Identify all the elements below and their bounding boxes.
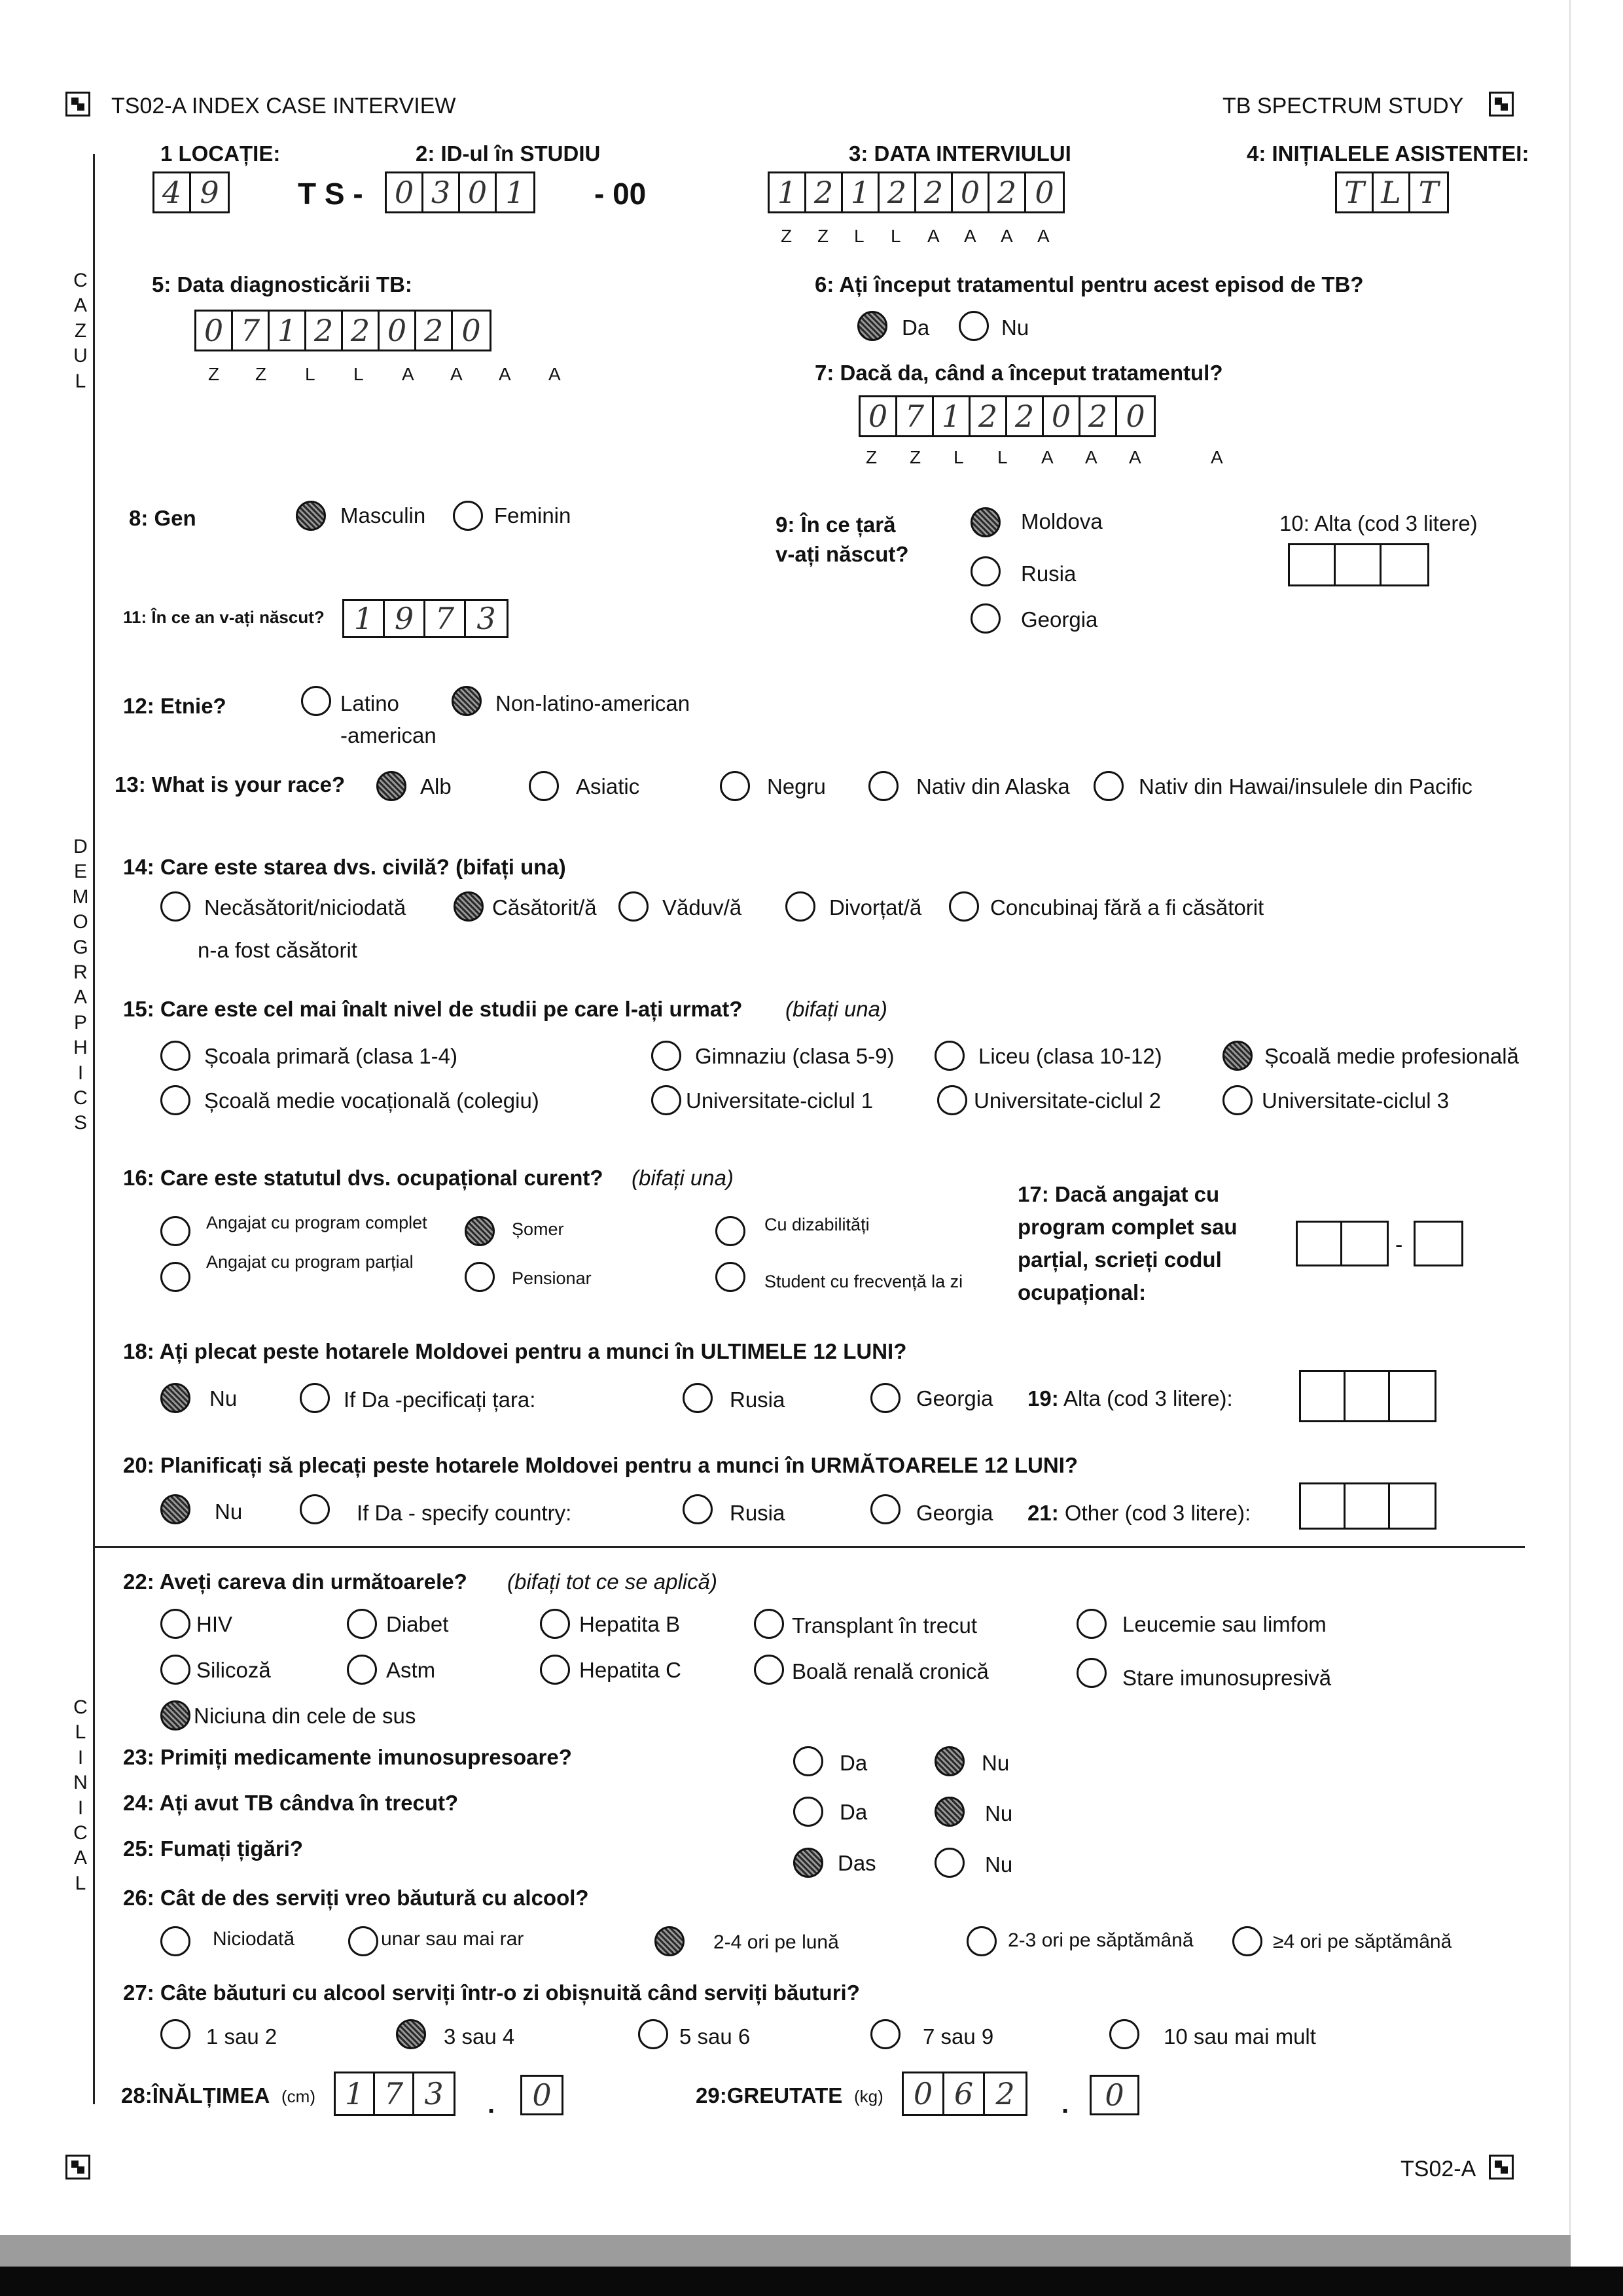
q22-option-leucemie: Leucemie sau limfom [1122, 1612, 1327, 1636]
q4-initials-boxes[interactable]: T L T [1335, 171, 1449, 213]
q10-code-boxes[interactable] [1288, 543, 1429, 586]
q15-radio-primara[interactable] [160, 1041, 190, 1071]
q14-option-concubinaj: Concubinaj fără a fi căsătorit [990, 895, 1264, 920]
q22-option-imunosupresiva: Stare imunosupresivă [1122, 1666, 1332, 1690]
q27-radio-3-4[interactable] [396, 2019, 426, 2049]
q9-radio-moldova[interactable] [971, 507, 1001, 537]
q7-label: 7: Dacă da, când a început tratamentul? [815, 361, 1223, 385]
q27-radio-10-plus[interactable] [1109, 2019, 1139, 2049]
q26-option-4-saptamana: ≥4 ori pe săptămână [1273, 1931, 1452, 1952]
q25-label: 25: Fumați țigări? [123, 1837, 304, 1861]
qr-code-icon [1489, 2155, 1514, 2179]
footer-code: TS02-A [1400, 2157, 1476, 2181]
q8-radio-masculin[interactable] [296, 501, 326, 531]
q9-option-moldova: Moldova [1021, 509, 1103, 533]
q22-option-hepatita-b: Hepatita B [579, 1612, 681, 1636]
q28-decimal-point: . [488, 2090, 495, 2119]
q16-radio-partial[interactable] [160, 1262, 190, 1292]
q3-label: 3: DATA INTERVIULUI [849, 141, 1071, 166]
q27-label: 27: Câte băuturi cu alcool serviți într-o zi obișnuită când serviți băuturi? [123, 1981, 860, 2005]
q27-option-1-2: 1 sau 2 [206, 2024, 277, 2049]
section-line-clinical [93, 1554, 95, 2104]
q26-label: 26: Cât de des serviți vreo băutură cu alcool? [123, 1886, 589, 1910]
q22-option-hiv: HIV [196, 1612, 233, 1636]
q22-radio-hepatita-b[interactable] [540, 1609, 570, 1639]
q2-suffix: - 00 [594, 177, 647, 211]
q22-hint: (bifați tot ce se aplică) [507, 1570, 717, 1594]
q18-option-da: If Da -pecificați țara: [344, 1388, 536, 1412]
q7-date-boxes[interactable]: 0 7 1 2 2 0 2 0 [859, 395, 1156, 437]
q22-label: 22: Aveți careva din următoarele? [123, 1570, 467, 1594]
q25-option-nu: Nu [985, 1852, 1013, 1876]
q12-option-non-latino: Non-latino-american [495, 691, 690, 715]
q12-label: 12: Etnie? [123, 694, 226, 718]
q25-radio-das[interactable] [793, 1848, 823, 1878]
q5-date-boxes[interactable]: 0 7 1 2 2 0 2 0 [194, 310, 491, 351]
q6-label: 6: Ați început tratamentul pentru acest episod de TB? [815, 272, 1364, 296]
section-label-clinical: C L I N I C A L [73, 1696, 88, 1894]
q1-location-boxes[interactable]: 4 9 [152, 171, 230, 213]
header-right: TB SPECTRUM STUDY [1222, 94, 1464, 118]
q20-option-rusia: Rusia [730, 1501, 785, 1525]
q15-radio-profesionala[interactable] [1222, 1041, 1253, 1071]
q20-radio-da[interactable] [300, 1494, 330, 1524]
q13-radio-hawai[interactable] [1094, 771, 1124, 801]
q22-radio-hepatita-c[interactable] [540, 1655, 570, 1685]
q16-label: 16: Care este statutul dvs. ocupațional curent? [123, 1166, 603, 1190]
q14-option-casatorit: Căsătorit/ă [492, 895, 597, 920]
q15-option-liceu: Liceu (clasa 10-12) [978, 1044, 1162, 1068]
section-line-cazul [93, 154, 95, 890]
q27-radio-1-2[interactable] [160, 2019, 190, 2049]
q14-radio-casatorit[interactable] [454, 891, 484, 922]
q25-radio-nu[interactable] [935, 1848, 965, 1878]
q15-option-primara: Școala primară (clasa 1-4) [204, 1044, 457, 1068]
section-line-demographics [93, 890, 95, 1554]
q16-option-dizabilitati: Cu dizabilități [764, 1215, 870, 1234]
q26-radio-4-saptamana[interactable] [1232, 1926, 1262, 1956]
q24-option-nu: Nu [985, 1801, 1013, 1825]
q29-unit: (kg) [854, 2087, 883, 2106]
q22-option-renala: Boală renală cronică [792, 1659, 989, 1683]
q22-radio-diabet[interactable] [347, 1609, 377, 1639]
q20-radio-georgia[interactable] [870, 1494, 901, 1524]
q13-option-asiatic: Asiatic [576, 774, 640, 798]
q3-date-boxes[interactable]: 1 2 1 2 2 0 2 0 [768, 171, 1065, 213]
q6-radio-nu[interactable] [959, 311, 989, 341]
q23-option-nu: Nu [982, 1751, 1010, 1775]
q9-option-rusia: Rusia [1021, 562, 1077, 586]
q17-code-box-last[interactable] [1414, 1221, 1463, 1266]
q6-option-da: Da [902, 315, 930, 340]
q14-option-vaduv: Văduv/ă [662, 895, 742, 920]
q11-label: 11: În ce an v-ați născut? [123, 607, 325, 627]
q24-radio-da[interactable] [793, 1797, 823, 1827]
q21-code-boxes[interactable] [1299, 1482, 1436, 1530]
q26-radio-niciodata[interactable] [160, 1926, 190, 1956]
q18-option-georgia: Georgia [916, 1386, 993, 1410]
q14-radio-necasatorit[interactable] [160, 891, 190, 922]
q14-label: 14: Care este starea dvs. civilă? (bifați una) [123, 855, 566, 879]
q14-radio-divortat[interactable] [785, 891, 815, 922]
q2-id-boxes[interactable]: 0 3 0 1 [385, 171, 535, 213]
q22-option-astm: Astm [386, 1658, 436, 1682]
q14-option-divortat: Divorțat/ă [829, 895, 922, 920]
q6-radio-da[interactable] [857, 311, 887, 341]
scan-margin [1569, 0, 1623, 2296]
q18-radio-da[interactable] [300, 1383, 330, 1413]
q22-option-niciuna: Niciuna din cele de sus [194, 1704, 416, 1728]
q22-radio-transplant[interactable] [754, 1609, 784, 1639]
q26-option-2-3-saptamana: 2-3 ori pe săptămână [1008, 1929, 1194, 1951]
q16-radio-dizabilitati[interactable] [715, 1216, 745, 1246]
q17-label-line4: ocupațional: [1018, 1280, 1147, 1304]
q15-radio-univ3[interactable] [1222, 1085, 1253, 1115]
q22-option-silicoza: Silicoză [196, 1658, 271, 1682]
q28-label: 28:ÎNĂLȚIMEA [121, 2083, 270, 2108]
q18-radio-nu[interactable] [160, 1383, 190, 1413]
q9-option-georgia: Georgia [1021, 607, 1098, 632]
q2-prefix: T S - [298, 177, 363, 211]
q15-option-univ2: Universitate-ciclul 2 [974, 1088, 1162, 1113]
section-label-demographics: D E M O G R A P H I C S [72, 836, 89, 1134]
scan-border-black [0, 2267, 1623, 2296]
q29-decimal-point: . [1061, 2090, 1069, 2119]
q13-option-hawai: Nativ din Hawai/insulele din Pacific [1139, 774, 1472, 798]
q24-radio-nu[interactable] [935, 1797, 965, 1827]
q16-option-student: Student cu frecvență la zi [764, 1272, 963, 1291]
q13-option-alb: Alb [420, 774, 452, 798]
q15-option-univ1: Universitate-ciclul 1 [686, 1088, 874, 1113]
q21-label: 21: Other (cod 3 litere): [1027, 1501, 1251, 1525]
q12-option-latino: Latino [340, 691, 399, 715]
q22-option-transplant: Transplant în trecut [792, 1613, 978, 1638]
q18-option-nu: Nu [209, 1386, 238, 1410]
q14-option-necasatorit-cont: n-a fost căsătorit [198, 938, 357, 962]
q23-radio-nu[interactable] [935, 1746, 965, 1776]
q29-weight-boxes[interactable]: 0 6 2 [902, 2072, 1027, 2116]
q26-radio-2-3-saptamana[interactable] [967, 1926, 997, 1956]
q27-radio-7-9[interactable] [870, 2019, 901, 2049]
q28-height-boxes[interactable]: 1 7 3 [334, 2072, 455, 2116]
q15-option-profesionala: Școală medie profesională [1264, 1044, 1519, 1068]
q15-hint: (bifați una) [785, 997, 887, 1021]
q13-radio-asiatic[interactable] [529, 771, 559, 801]
q20-label: 20: Planificați să plecați peste hotarele Moldovei pentru a munci în URMĂTOARELE 12 LUNI? [123, 1453, 1079, 1477]
q14-option-necasatorit: Necăsătorit/niciodată [204, 895, 406, 920]
q27-option-3-4: 3 sau 4 [444, 2024, 515, 2049]
header-left: TS02-A INDEX CASE INTERVIEW [111, 94, 456, 118]
q18-option-rusia: Rusia [730, 1388, 785, 1412]
q22-radio-niciuna[interactable] [160, 1700, 190, 1731]
q17-label-line1: 17: Dacă angajat cu [1018, 1182, 1220, 1206]
q26-option-lunar: unar sau mai rar [381, 1928, 524, 1950]
qr-code-icon [1489, 92, 1514, 117]
q9-label-line1: 9: În ce țară [776, 512, 896, 537]
q13-option-negru: Negru [767, 774, 826, 798]
q15-option-vocationala: Școală medie vocațională (colegiu) [204, 1088, 539, 1113]
q1-label: 1 LOCAȚIE: [160, 141, 281, 166]
q28-unit: (cm) [281, 2087, 315, 2106]
q5-label: 5: Data diagnosticării TB: [152, 272, 412, 296]
q22-radio-astm[interactable] [347, 1655, 377, 1685]
q15-radio-univ1[interactable] [651, 1085, 681, 1115]
q26-option-2-4-luna: 2-4 ori pe lună [713, 1931, 839, 1953]
q22-radio-leucemie[interactable] [1077, 1609, 1107, 1639]
q20-option-georgia: Georgia [916, 1501, 993, 1525]
q20-radio-nu[interactable] [160, 1494, 190, 1524]
q12-radio-latino[interactable] [301, 686, 331, 716]
q26-radio-lunar[interactable] [348, 1926, 378, 1956]
q24-option-da: Da [840, 1800, 868, 1824]
q16-option-pensionar: Pensionar [512, 1268, 592, 1288]
q27-option-10-plus: 10 sau mai mult [1164, 2024, 1316, 2049]
q15-radio-gimnaziu[interactable] [651, 1041, 681, 1071]
q18-radio-georgia[interactable] [870, 1383, 901, 1413]
q17-dash: - [1395, 1232, 1403, 1257]
q14-radio-vaduv[interactable] [618, 891, 649, 922]
q15-option-univ3: Universitate-ciclul 3 [1262, 1088, 1450, 1113]
q25-option-das: Das [838, 1851, 876, 1875]
q27-option-7-9: 7 sau 9 [923, 2024, 994, 2049]
qr-code-icon [65, 92, 90, 117]
q9-label-line2: v-ați născut? [776, 542, 909, 566]
q23-label: 23: Primiți medicamente imunosupresoare? [123, 1745, 572, 1769]
section-divider [93, 1546, 1525, 1548]
q22-radio-silicoza[interactable] [160, 1655, 190, 1685]
q16-option-somer: Șomer [512, 1219, 564, 1239]
section-label-cazul: C A Z U L [73, 270, 88, 392]
q16-option-complet: Angajat cu program complet [206, 1213, 427, 1232]
q8-option-masculin: Masculin [340, 503, 426, 528]
q20-option-da: If Da - specify country: [357, 1501, 572, 1525]
q13-radio-negru[interactable] [720, 771, 750, 801]
q16-radio-somer[interactable] [465, 1216, 495, 1246]
q4-label: 4: INIȚIALELE ASISTENTEI: [1247, 141, 1529, 166]
q2-label: 2: ID-ul în STUDIU [416, 141, 601, 166]
q22-option-hepatita-c: Hepatita C [579, 1658, 681, 1682]
q18-label: 18: Ați plecat peste hotarele Moldovei pentru a munci în ULTIMELE 12 LUNI? [123, 1339, 907, 1363]
q13-label: 13: What is your race? [115, 772, 346, 797]
qr-code-icon [65, 2155, 90, 2179]
q16-hint: (bifați una) [632, 1166, 734, 1190]
q19-label: 19: Alta (cod 3 litere): [1027, 1386, 1233, 1410]
q9-radio-rusia[interactable] [971, 556, 1001, 586]
q29-label: 29:GREUTATE [696, 2083, 843, 2108]
q16-radio-student[interactable] [715, 1262, 745, 1292]
q20-option-nu: Nu [215, 1499, 243, 1524]
q15-option-gimnaziu: Gimnaziu (clasa 5-9) [695, 1044, 895, 1068]
q15-radio-univ2[interactable] [937, 1085, 967, 1115]
q22-radio-renala[interactable] [754, 1655, 784, 1685]
q26-option-niciodata: Niciodată [213, 1928, 295, 1950]
q24-label: 24: Ați avut TB cândva în trecut? [123, 1791, 459, 1815]
q17-label-line3: parțial, scrieți codul [1018, 1247, 1222, 1272]
q12-option-latino-cont: -american [340, 723, 437, 747]
q16-radio-complet[interactable] [160, 1216, 190, 1246]
q18-radio-rusia[interactable] [683, 1383, 713, 1413]
q22-radio-hiv[interactable] [160, 1609, 190, 1639]
q17-code-boxes[interactable] [1296, 1221, 1389, 1266]
q8-label: 8: Gen [129, 506, 196, 530]
q20-radio-rusia[interactable] [683, 1494, 713, 1524]
q23-radio-da[interactable] [793, 1746, 823, 1776]
q29-decimal-box[interactable]: 0 [1090, 2075, 1139, 2115]
q19-code-boxes[interactable] [1299, 1370, 1436, 1422]
q9-radio-georgia[interactable] [971, 603, 1001, 634]
q27-option-5-6: 5 sau 6 [679, 2024, 751, 2049]
q13-radio-alaska[interactable] [868, 771, 899, 801]
q28-decimal-box[interactable]: 0 [520, 2075, 563, 2115]
q11-year-boxes[interactable]: 1 9 7 3 [342, 599, 508, 638]
q15-radio-vocationala[interactable] [160, 1085, 190, 1115]
q13-option-alaska: Nativ din Alaska [916, 774, 1070, 798]
q15-label: 15: Care este cel mai înalt nivel de studii pe care l-ați urmat? [123, 997, 743, 1021]
q22-radio-imunosupresiva[interactable] [1077, 1658, 1107, 1688]
q16-radio-pensionar[interactable] [465, 1262, 495, 1292]
q6-option-nu: Nu [1001, 315, 1029, 340]
q14-radio-concubinaj[interactable] [949, 891, 979, 922]
q22-option-diabet: Diabet [386, 1612, 449, 1636]
q27-radio-5-6[interactable] [638, 2019, 668, 2049]
q13-radio-alb[interactable] [376, 771, 406, 801]
q26-radio-2-4-luna[interactable] [654, 1926, 685, 1956]
q8-radio-feminin[interactable] [453, 501, 483, 531]
q23-option-da: Da [840, 1751, 868, 1775]
q8-option-feminin: Feminin [494, 503, 571, 528]
q10-label: 10: Alta (cod 3 litere) [1279, 511, 1478, 535]
q15-radio-liceu[interactable] [935, 1041, 965, 1071]
q12-radio-non-latino[interactable] [452, 686, 482, 716]
scan-border-grey [0, 2235, 1571, 2267]
q16-option-partial: Angajat cu program parțial [206, 1252, 414, 1272]
q17-label-line2: program complet sau [1018, 1215, 1238, 1239]
